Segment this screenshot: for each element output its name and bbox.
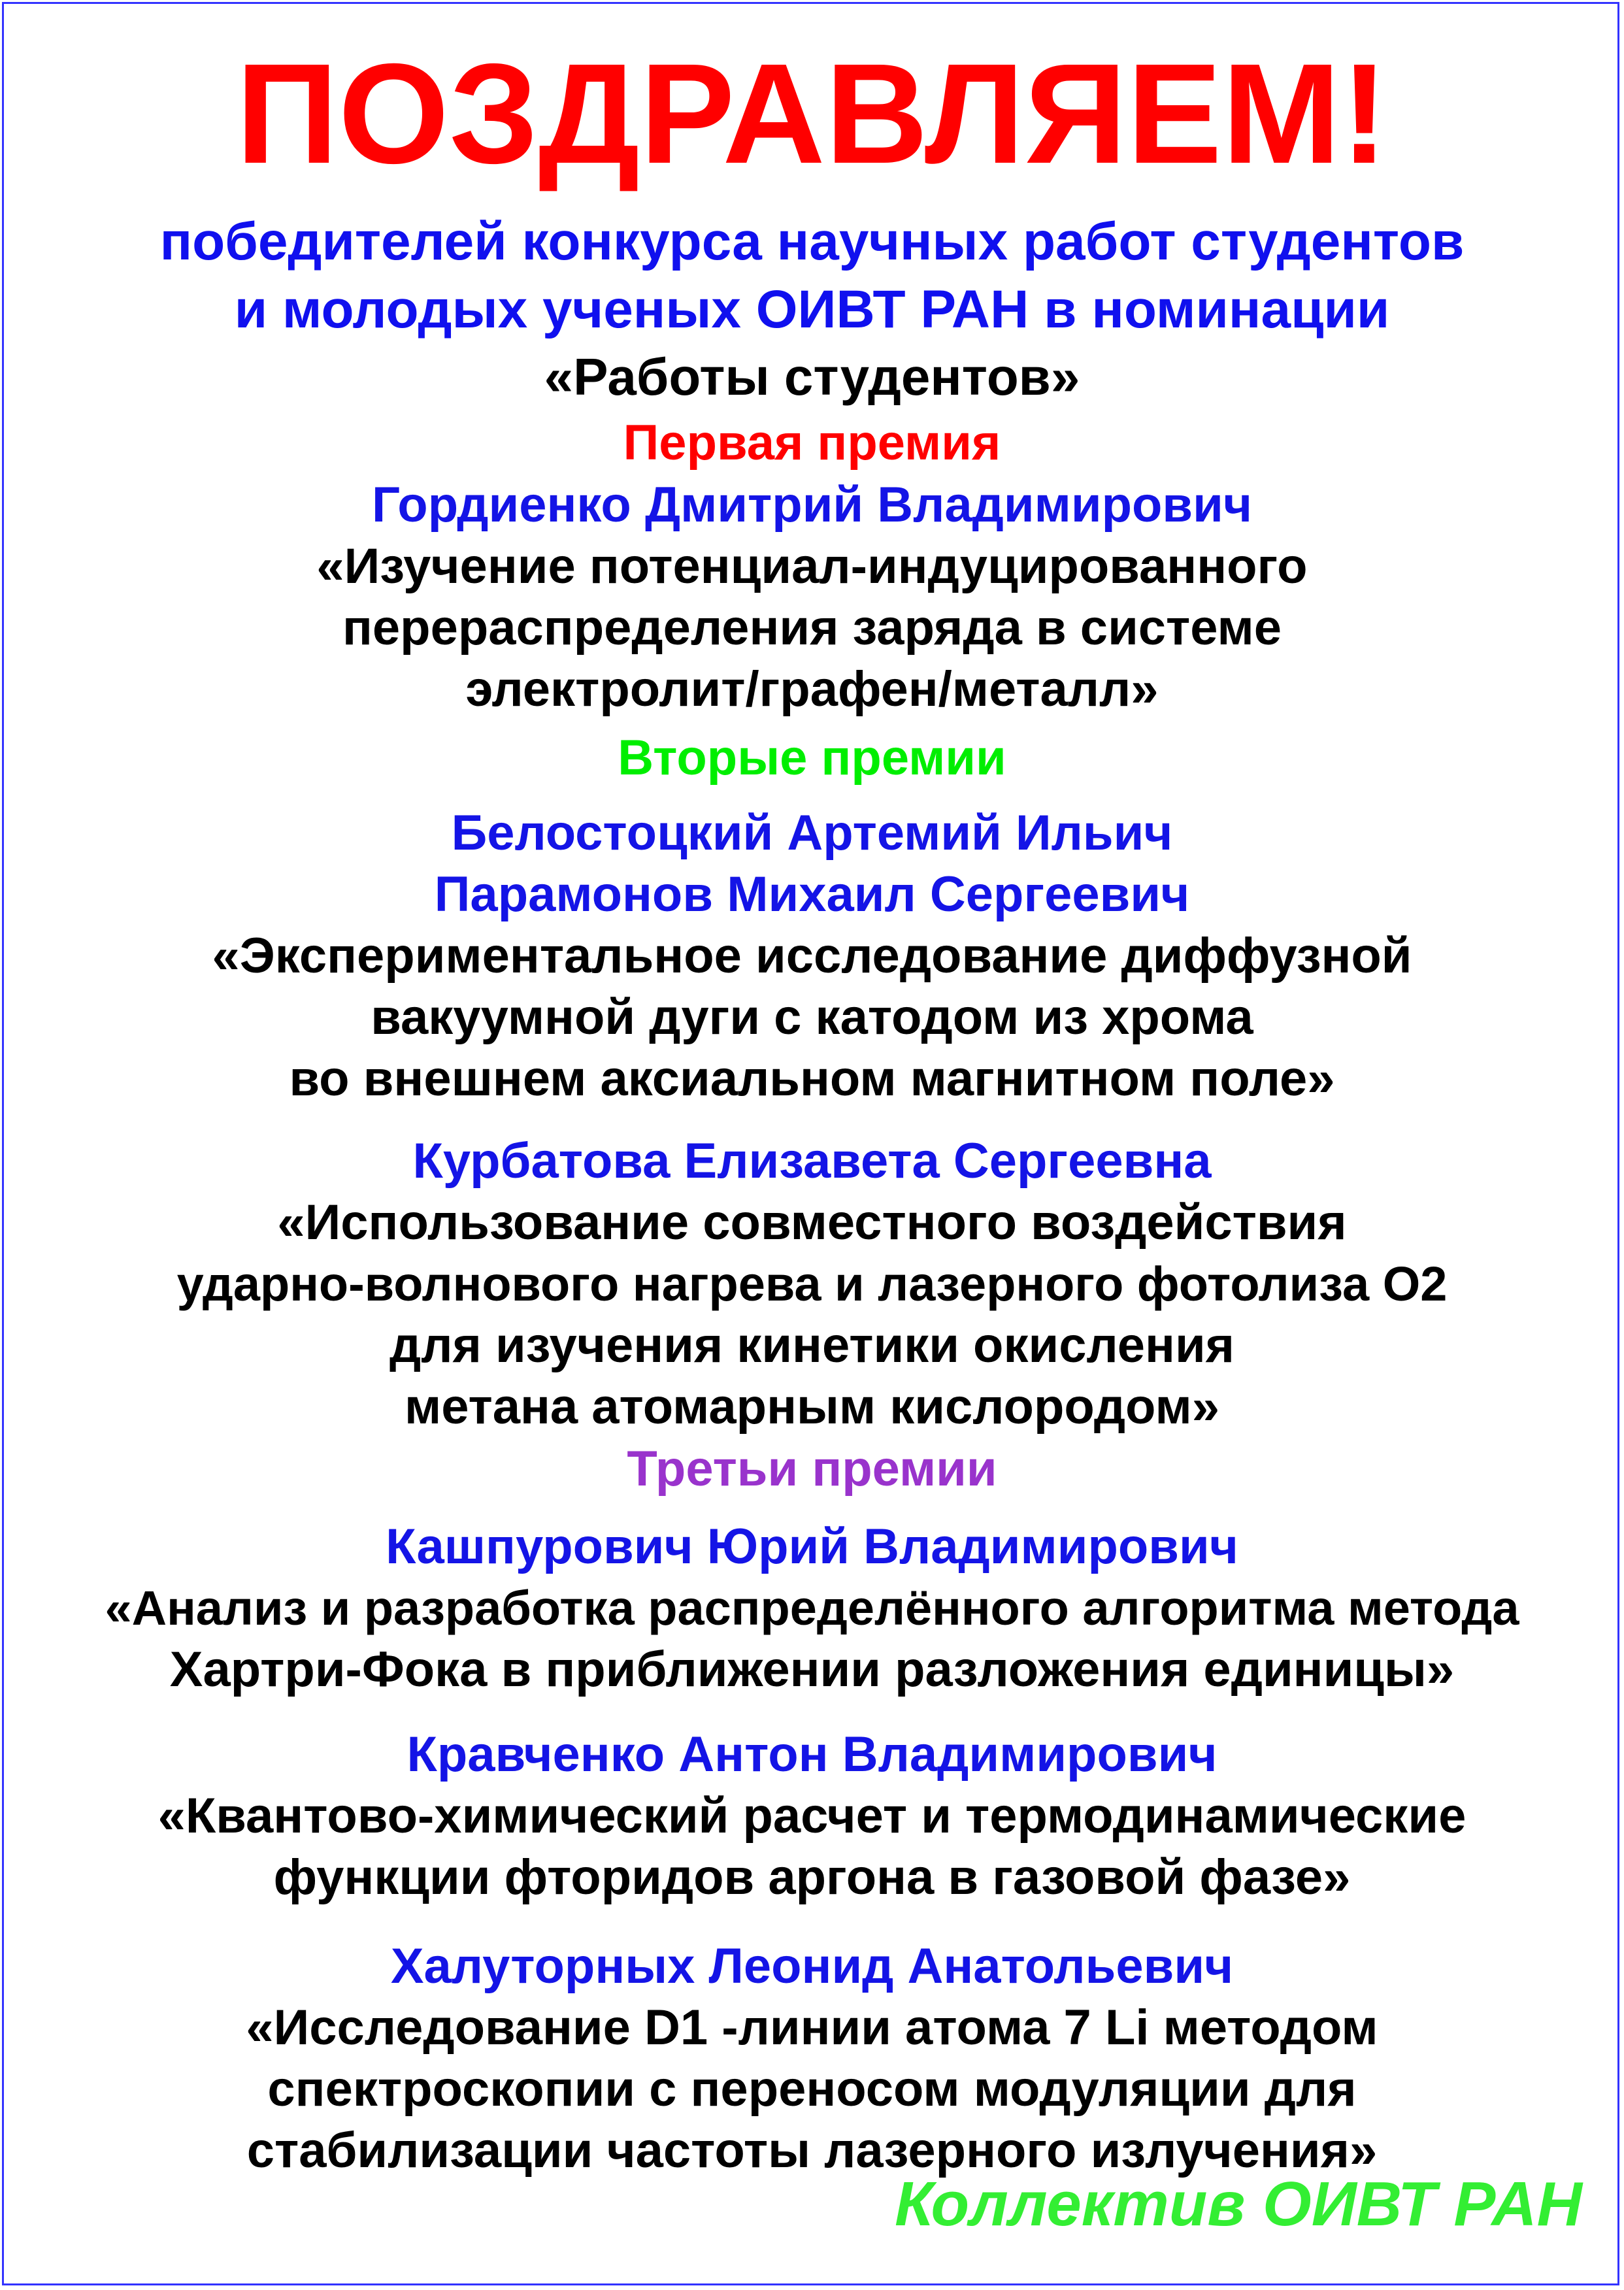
work-title-line: «Квантово-химический расчет и термодинамические (157, 1788, 1467, 1844)
second-prize-label: Вторые премии (618, 730, 1006, 786)
work-title-line: «Экспериментальное исследование диффузной (212, 928, 1412, 984)
work-title-line: ударно-волнового нагрева и лазерного фотолиза O2 (176, 1257, 1448, 1311)
signature: Коллектив ОИВТ РАН (895, 2169, 1582, 2239)
second-prize-winner-1 (0, 803, 1624, 1110)
nomination-title: «Работы студентов» (544, 348, 1080, 406)
second-prize-winner-2 (0, 1131, 1624, 1438)
work-title-line: для изучения кинетики окисления (389, 1318, 1235, 1373)
intro-block (0, 208, 1624, 410)
first-prize-section (0, 412, 1624, 720)
work-title-line: электролит/графен/металл» (465, 661, 1159, 717)
winner-name: Кашпурович Юрий Владимирович (386, 1519, 1238, 1574)
work-title-line: стабилизации частоты лазерного излучения» (246, 2123, 1378, 2178)
intro-line: победителей конкурса научных работ студентов (159, 212, 1465, 271)
work-title-line: «Исследование D1 -линии атома 7 Li методом (246, 2000, 1378, 2055)
third-prize-label: Третьи премии (627, 1441, 997, 1497)
third-prize-winner-3 (0, 1936, 1624, 2182)
first-prize-label: Первая премия (623, 415, 1001, 471)
work-title-line: спектроскопии с переносом модуляции для (267, 2061, 1357, 2117)
third-prize-winner-2 (0, 1724, 1624, 1908)
work-title-line: во внешнем аксиальном магнитном поле» (289, 1051, 1335, 1106)
winner-name: Парамонов Михаил Сергеевич (434, 867, 1190, 922)
work-title-line: метана атомарным кислородом» (405, 1379, 1219, 1435)
work-title-line: «Использование совместного воздействия (277, 1195, 1347, 1250)
winner-name: Кравченко Антон Владимирович (406, 1727, 1218, 1782)
winner-name: Курбатова Елизавета Сергеевна (412, 1133, 1212, 1189)
work-title-line: вакуумной дуги с катодом из хрома (371, 989, 1253, 1045)
headline: ПОЗДРАВЛЯЕМ! (235, 35, 1389, 193)
work-title-line: «Изучение потенциал-индуцированного (316, 539, 1308, 594)
winner-name: Халуторных Леонид Анатольевич (390, 1938, 1234, 1994)
intro-line: и молодых ученых ОИВТ РАН в номинации (234, 280, 1390, 339)
second-prize-section (0, 727, 1624, 789)
work-title-line: Хартри-Фока в приближении разложения единицы» (169, 1642, 1455, 1697)
work-title-line: «Анализ и разработка распределённого алгоритма метода (105, 1581, 1519, 1635)
third-prize-section (0, 1438, 1624, 1501)
third-prize-winner-1 (0, 1516, 1624, 1701)
winner-name: Белостоцкий Артемий Ильич (451, 805, 1173, 861)
winner-name: Гордиенко Дмитрий Владимирович (372, 477, 1252, 533)
work-title-line: перераспределения заряда в системе (342, 600, 1282, 655)
work-title-line: функции фторидов аргона в газовой фазе» (273, 1850, 1351, 1905)
